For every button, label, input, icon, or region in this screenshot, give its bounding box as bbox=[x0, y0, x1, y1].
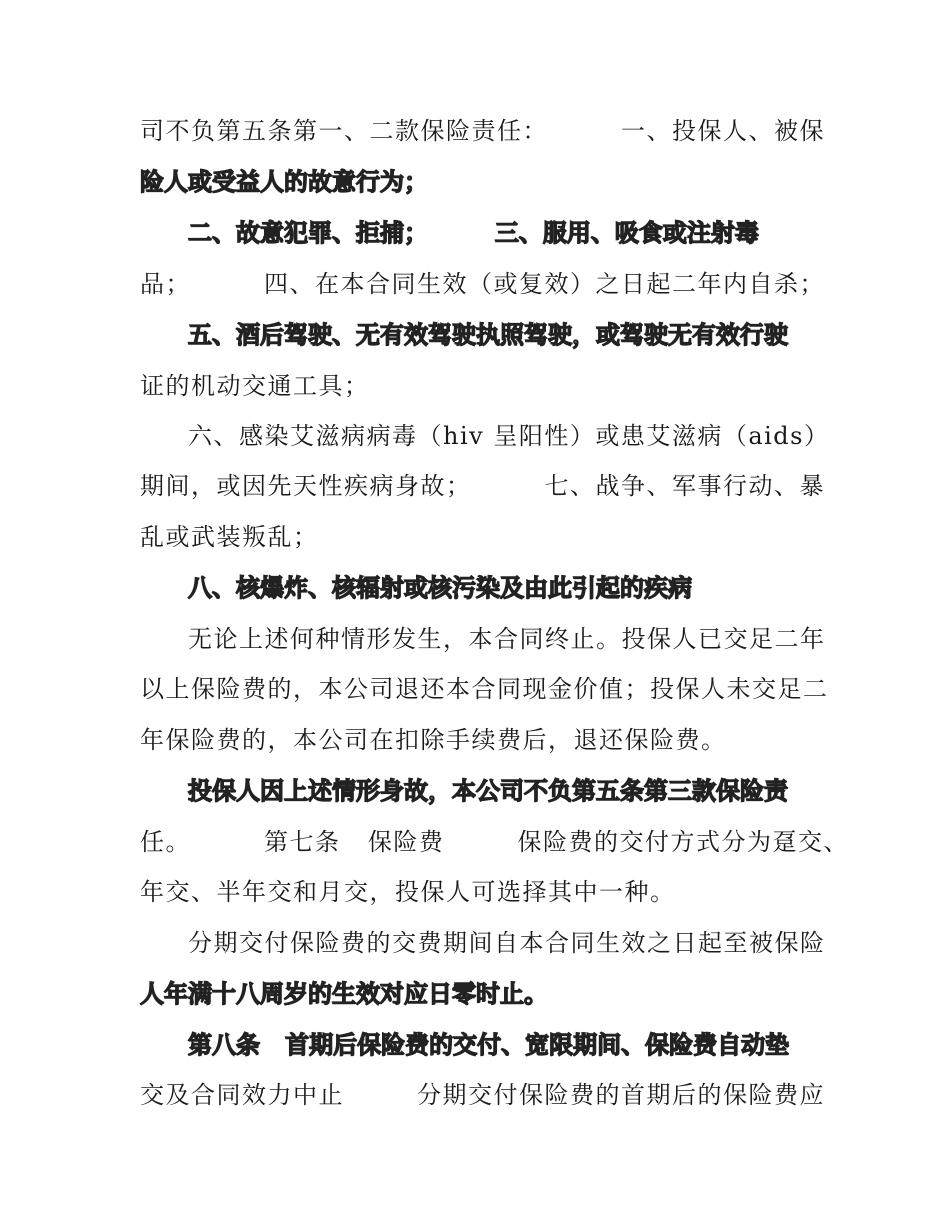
text-line-20: 交及合同效力中止 分期交付保险费的首期后的保险费应 bbox=[140, 1081, 826, 1109]
text-line-15: 任。 第七条 保险费 保险费的交付方式分为趸交、 bbox=[140, 828, 849, 856]
text-line-18: 人年满十八周岁的生效对应日零时止。 bbox=[140, 980, 548, 1008]
text-line-8: 期间，或因先天性疾病身故； 七、战争、军事行动、暴 bbox=[140, 472, 826, 500]
text-line-1: 司不负第五条第一、二款保险责任： 一、投保人、被保 bbox=[140, 117, 826, 145]
text-line-9: 乱或武装叛乱； bbox=[140, 523, 319, 551]
text-line-11: 无论上述何种情形发生，本合同终止。投保人已交足二年 bbox=[188, 625, 826, 653]
text-line-3: 二、故意犯罪、拒捕； 三、服用、吸食或注射毒 bbox=[188, 219, 759, 247]
text-line-14: 投保人因上述情形身故，本公司不负第五条第三款保险责 bbox=[188, 777, 788, 805]
text-line-16: 年交、半年交和月交，投保人可选择其中一种。 bbox=[140, 878, 676, 906]
text-line-7: 六、感染艾滋病病毒（hiv 呈阳性）或患艾滋病（aids） bbox=[188, 422, 830, 450]
text-line-17: 分期交付保险费的交费期间自本合同生效之日起至被保险 bbox=[188, 929, 826, 957]
text-line-10: 八、核爆炸、核辐射或核污染及由此引起的疾病 bbox=[188, 574, 692, 602]
text-line-6: 证的机动交通工具； bbox=[140, 372, 370, 400]
text-line-4: 品； 四、在本合同生效（或复效）之日起二年内自杀； bbox=[140, 270, 826, 298]
text-line-12: 以上保险费的，本公司退还本合同现金价值；投保人未交足二 bbox=[140, 675, 829, 703]
text-line-2: 险人或受益人的故意行为； bbox=[140, 168, 428, 196]
text-line-19: 第八条 首期后保险费的交付、宽限期间、保险费自动垫 bbox=[188, 1031, 790, 1059]
text-line-5: 五、酒后驾驶、无有效驾驶执照驾驶，或驾驶无有效行驶 bbox=[188, 321, 788, 349]
text-line-13: 年保险费的，本公司在扣除手续费后，退还保险费。 bbox=[140, 726, 727, 754]
